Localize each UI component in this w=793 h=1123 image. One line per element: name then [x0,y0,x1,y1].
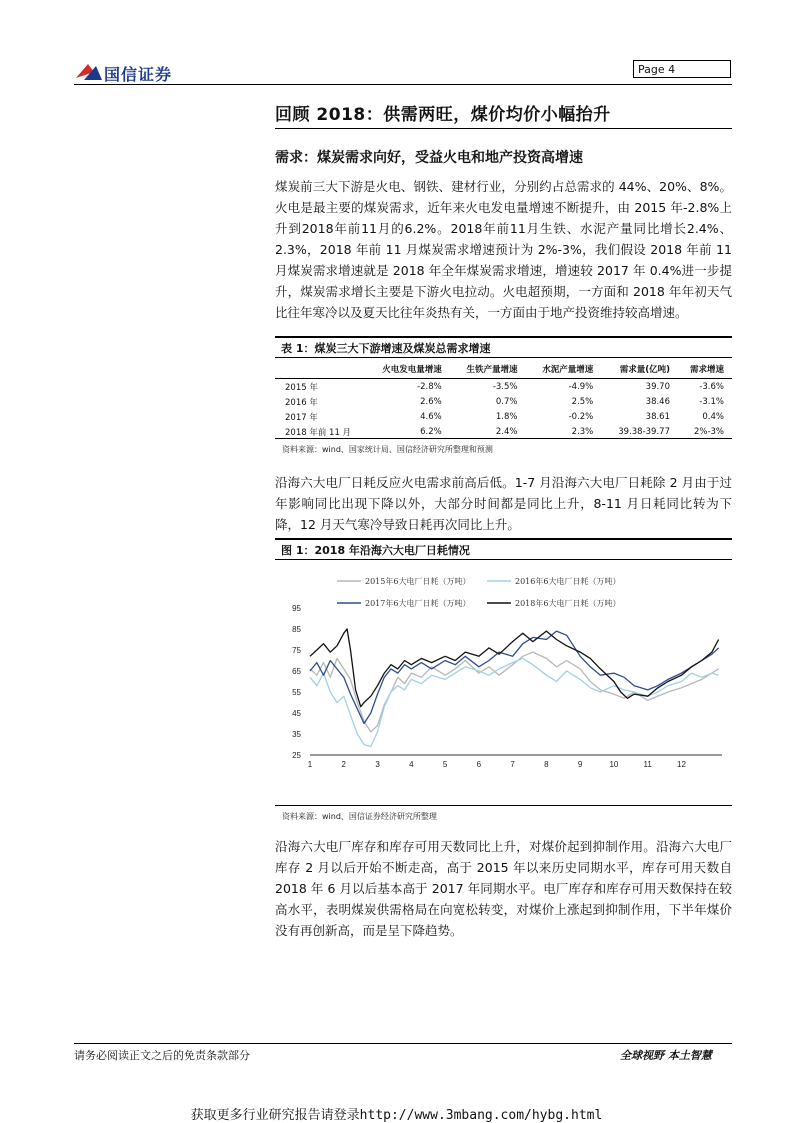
table-header-cell: 生铁产量增速 [450,360,526,379]
table-cell: -0.2% [568,411,594,422]
table-row [275,424,732,439]
legend-label: 2017年6大电厂日耗（万吨） [365,599,471,608]
table-cell: 6.2% [420,426,442,437]
y-tick-label: 45 [292,709,301,718]
table-header-cell: 需求量(亿吨) [601,360,678,379]
table-cell: -3.5% [492,381,518,392]
table-cell: 4.6% [420,411,442,422]
figure-source: 资料来源：wind、国信证券经济研究所整理 [282,812,437,821]
table-cell: -2.8% [417,381,442,392]
table-header-cell: 水泥产量增速 [525,360,601,379]
daily-consumption-chart [275,562,732,802]
y-tick-label: 25 [292,751,301,760]
paragraph-coastal-consumption: 沿海六大电厂日耗反应火电需求前高后低。1-7 月沿海六大电厂日耗除 2 月由于过年影响同比出现下降以外，大部分时间都是同比上升，8-11 月日耗同比转为下降，12 月天气寒冷导致日耗再次同比上升。 [275,475,732,532]
table-cell: 2015 年 [285,382,318,393]
table-header-cell: 火电发电量增速 [363,360,450,379]
table-cell: 2%-3% [693,426,724,437]
x-tick-label: 12 [677,760,686,769]
table-header-row [275,360,732,379]
header-divider [74,84,732,85]
x-tick-label: 9 [577,760,583,769]
table-cell: 2.4% [495,426,518,437]
x-tick-label: 6 [476,760,482,769]
table-source: 资料来源：wind、国家统计局、国信经济研究所整理和预测 [282,445,493,454]
x-tick-label: 5 [442,760,448,769]
table-cell: -3.6% [699,381,724,392]
footer-disclaimer: 请务必阅读正文之后的免责条款部分 [74,1049,250,1062]
table-cell: 2.6% [420,396,442,407]
table-cell: 0.7% [495,396,518,407]
title-divider [275,128,732,129]
subsection-title: 需求：煤炭需求向好，受益火电和地产投资高增速 [275,150,583,166]
x-tick-label: 8 [544,760,549,769]
legend-label: 2015年6大电厂日耗（万吨） [365,577,471,586]
brand-name: 国信证券 [104,65,173,84]
y-tick-label: 75 [292,646,301,655]
table-cell: 39.38-39.77 [618,426,670,437]
table-cell: 2018 年前 11 月 [285,427,352,438]
figure-bottom-rule [275,805,732,806]
table-cell: -4.9% [568,381,594,392]
y-tick-label: 65 [292,667,301,676]
series-line [310,658,719,746]
x-tick-label: 7 [510,760,515,769]
x-tick-label: 4 [409,760,414,769]
footer-divider [74,1043,732,1044]
table-cell: 39.70 [645,381,670,392]
table-cell: 38.61 [645,411,670,422]
page-number: Page 4 [633,60,731,78]
paragraph-demand: 煤炭前三大下游是火电、钢铁、建材行业，分别约占总需求的 44%、20%、8%。火电是最主要的煤炭需求，近年来火电发电量增速不断提升，由 2015 年-2.8%上升到2018年前11月的6.2%。2018年前11月生铁、水泥产量同比增长2.4%、2.3%，2018 年前 11 月煤炭需求增速预计为 2%-3%，我们假设 2018 年前 11 月煤炭需求增速就是 2018 年全年煤炭需求增速，增速较 2017 年 0.4%进一步提升，煤炭需求增长主要是下游火电拉动。火电超预期，一方面和 2018 年年初天气比往年寒冷以及夏天比往年炎热有关，一方面由于地产投资维持较高增速。 [275,179,732,320]
brand-logo-icon [74,58,104,84]
section-title: 回顾 2018：供需两旺，煤价均价小幅抬升 [275,105,611,125]
table-cell: 1.8% [495,411,518,422]
table-title: 表 1：煤炭三大下游增速及煤炭总需求增速 [275,336,732,358]
table-cell: 2017 年 [285,412,318,423]
promo-link[interactable]: 获取更多行业研究报告请登录http://www.3mbang.com/hybg.html [190,1108,603,1123]
table-row [275,409,732,424]
table-cell: 2016 年 [285,397,318,408]
y-tick-label: 95 [292,604,301,613]
x-tick-label: 10 [609,760,619,769]
x-tick-label: 2 [341,760,346,769]
y-tick-label: 55 [292,688,301,697]
x-tick-label: 3 [375,760,380,769]
y-tick-label: 35 [292,730,301,739]
demand-table [275,360,732,439]
footer-slogan: 全球视野 本土智慧 [620,1049,712,1062]
series-line [310,631,719,723]
x-tick-label: 11 [643,760,652,769]
figure-title: 图 1：2018 年沿海六大电厂日耗情况 [275,538,732,560]
y-tick-label: 85 [292,625,301,634]
x-tick-label: 1 [307,760,313,769]
table-header-cell: 需求增速 [678,360,732,379]
table-cell: 2.5% [571,396,594,407]
table-cell: 0.4% [702,411,724,422]
series-line [310,629,719,707]
table-cell: 38.46 [645,396,670,407]
table-bottom-rule [275,438,732,439]
table-header-cell [275,360,363,379]
legend-label: 2018年6大电厂日耗（万吨） [515,599,621,608]
paragraph-inventory: 沿海六大电厂库存和库存可用天数同比上升，对煤价起到抑制作用。沿海六大电厂库存 2 月以后开始不断走高，高于 2015 年以来历史同期水平，库存可用天数自 2018 年 6 月以后基本高于 2017 年同期水平。电厂库存和库存可用天数保持在较高水平，表明煤炭供需格局在向宽松转变，对煤价上涨起到抑制作用，下半年煤价没有再创新高，而是呈下降趋势。 [275,839,732,938]
table-cell: 2.3% [571,426,594,437]
legend-label: 2016年6大电厂日耗（万吨） [515,577,621,586]
table-row [275,394,732,409]
table-cell: -3.1% [699,396,724,407]
table-row [275,379,732,395]
